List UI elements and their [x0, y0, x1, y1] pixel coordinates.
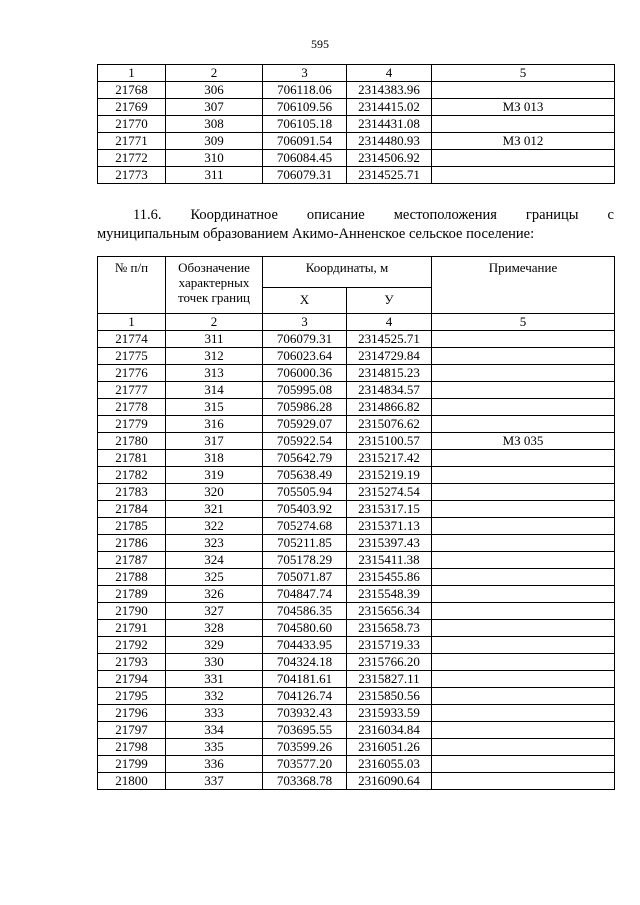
table-cell: [432, 671, 615, 688]
section-paragraph: [97, 206, 614, 244]
table-row: [98, 99, 615, 116]
table-cell: [432, 150, 615, 167]
table-row: [98, 705, 615, 722]
table-body: [98, 65, 615, 184]
table-cell: 317: [166, 433, 263, 450]
table-row: [98, 133, 615, 150]
table-cell: 2315766.20: [347, 654, 432, 671]
table-cell: [432, 382, 615, 399]
paragraph-word: Координатное: [190, 207, 278, 223]
table-row: [98, 603, 615, 620]
header-designation: Обозначение характерных точек границ: [166, 257, 263, 314]
table-cell: 21778: [98, 399, 166, 416]
header-y: У: [347, 287, 432, 313]
table-cell: 2316055.03: [347, 756, 432, 773]
table-cell: 704580.60: [263, 620, 347, 637]
paragraph-line: [97, 206, 614, 225]
table-cell: 706091.54: [263, 133, 347, 150]
table-cell: 320: [166, 484, 263, 501]
table-cell: 21777: [98, 382, 166, 399]
table-cell: [432, 416, 615, 433]
table-cell: 326: [166, 586, 263, 603]
table-cell: 703577.20: [263, 756, 347, 773]
table-row: [98, 671, 615, 688]
table-cell: [432, 552, 615, 569]
table-cell: 705505.94: [263, 484, 347, 501]
table-cell: 21776: [98, 365, 166, 382]
table-cell: 705986.28: [263, 399, 347, 416]
table-cell: 306: [166, 82, 263, 99]
table-cell: 706118.06: [263, 82, 347, 99]
table-cell: [432, 620, 615, 637]
table-cell: 310: [166, 150, 263, 167]
table-cell: [432, 399, 615, 416]
table-cell: 21768: [98, 82, 166, 99]
table-cell: [432, 654, 615, 671]
column-number: 1: [98, 314, 166, 331]
paragraph-word: описание: [306, 207, 365, 223]
table-cell: 309: [166, 133, 263, 150]
table-cell: 21785: [98, 518, 166, 535]
table-cell: 325: [166, 569, 263, 586]
table-cell: 330: [166, 654, 263, 671]
column-number: 4: [347, 314, 432, 331]
column-number: 5: [432, 314, 615, 331]
table-cell: [432, 501, 615, 518]
table-cell: 21779: [98, 416, 166, 433]
table-cell: 705638.49: [263, 467, 347, 484]
paragraph-word: границы: [525, 207, 579, 223]
table-cell: 334: [166, 722, 263, 739]
coordinates-table: [97, 256, 615, 790]
table-cell: 2314480.93: [347, 133, 432, 150]
table-row: [98, 382, 615, 399]
table-cell: 705274.68: [263, 518, 347, 535]
table-row: [98, 569, 615, 586]
column-number-row: [98, 65, 615, 82]
table-cell: 21795: [98, 688, 166, 705]
table-cell: 21798: [98, 739, 166, 756]
table-cell: 21796: [98, 705, 166, 722]
table-cell: 2315217.42: [347, 450, 432, 467]
table-cell: 2315850.56: [347, 688, 432, 705]
table-cell: 311: [166, 167, 263, 184]
table-cell: 2315827.11: [347, 671, 432, 688]
header-row: [98, 257, 615, 288]
table-cell: 2314834.57: [347, 382, 432, 399]
table-cell: 21791: [98, 620, 166, 637]
table-row: [98, 82, 615, 99]
table-cell: 2315274.54: [347, 484, 432, 501]
table-cell: [432, 756, 615, 773]
table-cell: 2315455.86: [347, 569, 432, 586]
paragraph-word: местоположения: [393, 207, 497, 223]
table-cell: [432, 637, 615, 654]
table-row: [98, 484, 615, 501]
table-row: [98, 433, 615, 450]
table-row: [98, 620, 615, 637]
coordinates-table-continued: [97, 64, 615, 184]
table-cell: [432, 518, 615, 535]
table-row: [98, 150, 615, 167]
table-cell: 21790: [98, 603, 166, 620]
table-cell: 704324.18: [263, 654, 347, 671]
table-row: [98, 416, 615, 433]
column-number: 2: [166, 65, 263, 82]
table-cell: 706079.31: [263, 331, 347, 348]
table-cell: 2315076.62: [347, 416, 432, 433]
table-cell: 704433.95: [263, 637, 347, 654]
table-cell: 21792: [98, 637, 166, 654]
table-cell: 2315719.33: [347, 637, 432, 654]
table-row: [98, 348, 615, 365]
table-cell: 705929.07: [263, 416, 347, 433]
table-cell: 2314431.08: [347, 116, 432, 133]
table-cell: 2316034.84: [347, 722, 432, 739]
table-row: [98, 688, 615, 705]
table-cell: 21773: [98, 167, 166, 184]
table-cell: 21769: [98, 99, 166, 116]
table-cell: 704126.74: [263, 688, 347, 705]
table-cell: 324: [166, 552, 263, 569]
column-number: 3: [263, 314, 347, 331]
table-cell: 331: [166, 671, 263, 688]
table-cell: [432, 348, 615, 365]
table-cell: 2314729.84: [347, 348, 432, 365]
table-cell: 2315548.39: [347, 586, 432, 603]
table-cell: 21786: [98, 535, 166, 552]
table-row: [98, 167, 615, 184]
table-cell: 21772: [98, 150, 166, 167]
table-cell: [432, 688, 615, 705]
table-cell: [432, 569, 615, 586]
table-cell: [432, 167, 615, 184]
table-cell: 703599.26: [263, 739, 347, 756]
table-cell: [432, 535, 615, 552]
table-cell: 706109.56: [263, 99, 347, 116]
table-cell: [432, 484, 615, 501]
table-cell: 21799: [98, 756, 166, 773]
table-cell: 703932.43: [263, 705, 347, 722]
table-row: [98, 501, 615, 518]
table-cell: 21774: [98, 331, 166, 348]
table-cell: 704847.74: [263, 586, 347, 603]
table-cell: 311: [166, 331, 263, 348]
table-cell: 705071.87: [263, 569, 347, 586]
table-cell: [432, 705, 615, 722]
table-cell: 322: [166, 518, 263, 535]
table-row: [98, 756, 615, 773]
table-cell: 2315411.38: [347, 552, 432, 569]
table-cell: 703368.78: [263, 773, 347, 790]
table-cell: МЗ 013: [432, 99, 615, 116]
table-row: [98, 637, 615, 654]
table-cell: 2315100.57: [347, 433, 432, 450]
header-number: № п/п: [98, 257, 166, 314]
table-cell: 312: [166, 348, 263, 365]
header-note: Примечание: [432, 257, 615, 314]
table-cell: 2315397.43: [347, 535, 432, 552]
table-cell: 2314525.71: [347, 331, 432, 348]
table-row: [98, 365, 615, 382]
table-cell: 323: [166, 535, 263, 552]
table-cell: 308: [166, 116, 263, 133]
table-cell: 705403.92: [263, 501, 347, 518]
table-cell: 21781: [98, 450, 166, 467]
table-cell: 2314815.23: [347, 365, 432, 382]
table-cell: 21771: [98, 133, 166, 150]
table-row: [98, 654, 615, 671]
table-cell: 328: [166, 620, 263, 637]
table-cell: 21800: [98, 773, 166, 790]
table-cell: 706105.18: [263, 116, 347, 133]
column-number-row: [98, 314, 615, 331]
table-cell: 705922.54: [263, 433, 347, 450]
table-cell: [432, 365, 615, 382]
table-cell: 21794: [98, 671, 166, 688]
table-cell: 333: [166, 705, 263, 722]
table-cell: 21780: [98, 433, 166, 450]
table-cell: [432, 331, 615, 348]
table-cell: 21793: [98, 654, 166, 671]
table-row: [98, 739, 615, 756]
table-cell: 21787: [98, 552, 166, 569]
table-cell: 21789: [98, 586, 166, 603]
table-cell: 2315656.34: [347, 603, 432, 620]
table-cell: 706079.31: [263, 167, 347, 184]
table-body: [98, 314, 615, 790]
table-row: [98, 535, 615, 552]
page-number: 595: [311, 37, 329, 51]
table-cell: 332: [166, 688, 263, 705]
table-row: [98, 518, 615, 535]
table-cell: 21783: [98, 484, 166, 501]
table-cell: 704586.35: [263, 603, 347, 620]
table-row: [98, 722, 615, 739]
table-cell: 2315317.15: [347, 501, 432, 518]
table-cell: 21775: [98, 348, 166, 365]
table-cell: 705211.85: [263, 535, 347, 552]
table-row: [98, 450, 615, 467]
table-row: [98, 331, 615, 348]
table-cell: 704181.61: [263, 671, 347, 688]
table-cell: [432, 586, 615, 603]
table-cell: 706000.36: [263, 365, 347, 382]
table-row: [98, 773, 615, 790]
table-cell: 318: [166, 450, 263, 467]
table-cell: 335: [166, 739, 263, 756]
table-cell: 2314525.71: [347, 167, 432, 184]
table-cell: 313: [166, 365, 263, 382]
table-cell: 2316051.26: [347, 739, 432, 756]
table-cell: 307: [166, 99, 263, 116]
column-number: 1: [98, 65, 166, 82]
column-number: 4: [347, 65, 432, 82]
table-cell: 2314506.92: [347, 150, 432, 167]
table-row: [98, 399, 615, 416]
table-cell: 314: [166, 382, 263, 399]
table-cell: [432, 467, 615, 484]
table-cell: 21784: [98, 501, 166, 518]
table-row: [98, 586, 615, 603]
table-cell: 705178.29: [263, 552, 347, 569]
table-cell: 329: [166, 637, 263, 654]
table-cell: 337: [166, 773, 263, 790]
table-cell: 321: [166, 501, 263, 518]
table-cell: [432, 82, 615, 99]
table-cell: 2314383.96: [347, 82, 432, 99]
table-cell: 706023.64: [263, 348, 347, 365]
table-cell: 2315219.19: [347, 467, 432, 484]
table-cell: [432, 603, 615, 620]
table-cell: 2314415.02: [347, 99, 432, 116]
table-cell: 705995.08: [263, 382, 347, 399]
table-cell: 21788: [98, 569, 166, 586]
table-row: [98, 552, 615, 569]
column-number: 3: [263, 65, 347, 82]
paragraph-word: с: [607, 207, 614, 223]
table-row: [98, 467, 615, 484]
header-x: Х: [263, 287, 347, 313]
table-cell: [432, 450, 615, 467]
table-cell: 705642.79: [263, 450, 347, 467]
column-number: 2: [166, 314, 263, 331]
table-cell: 2315933.59: [347, 705, 432, 722]
header-coordinates: Координаты, м: [263, 257, 432, 288]
table-cell: [432, 773, 615, 790]
table-cell: [432, 722, 615, 739]
table-cell: 315: [166, 399, 263, 416]
paragraph-line: муниципальным образованием Акимо-Анненское сельское поселение:: [97, 226, 535, 242]
table-cell: 21797: [98, 722, 166, 739]
table-cell: 336: [166, 756, 263, 773]
table-cell: МЗ 012: [432, 133, 615, 150]
column-number: 5: [432, 65, 615, 82]
table-cell: [432, 116, 615, 133]
table-cell: 2314866.82: [347, 399, 432, 416]
table-cell: 319: [166, 467, 263, 484]
table-cell: 706084.45: [263, 150, 347, 167]
table-cell: 316: [166, 416, 263, 433]
table-cell: 2316090.64: [347, 773, 432, 790]
table-cell: 2315658.73: [347, 620, 432, 637]
table-cell: МЗ 035: [432, 433, 615, 450]
table-row: [98, 116, 615, 133]
table-cell: 21770: [98, 116, 166, 133]
table-cell: [432, 739, 615, 756]
paragraph-word: 11.6.: [133, 207, 162, 223]
table-cell: 2315371.13: [347, 518, 432, 535]
table-cell: 21782: [98, 467, 166, 484]
table-cell: 327: [166, 603, 263, 620]
table-cell: 703695.55: [263, 722, 347, 739]
